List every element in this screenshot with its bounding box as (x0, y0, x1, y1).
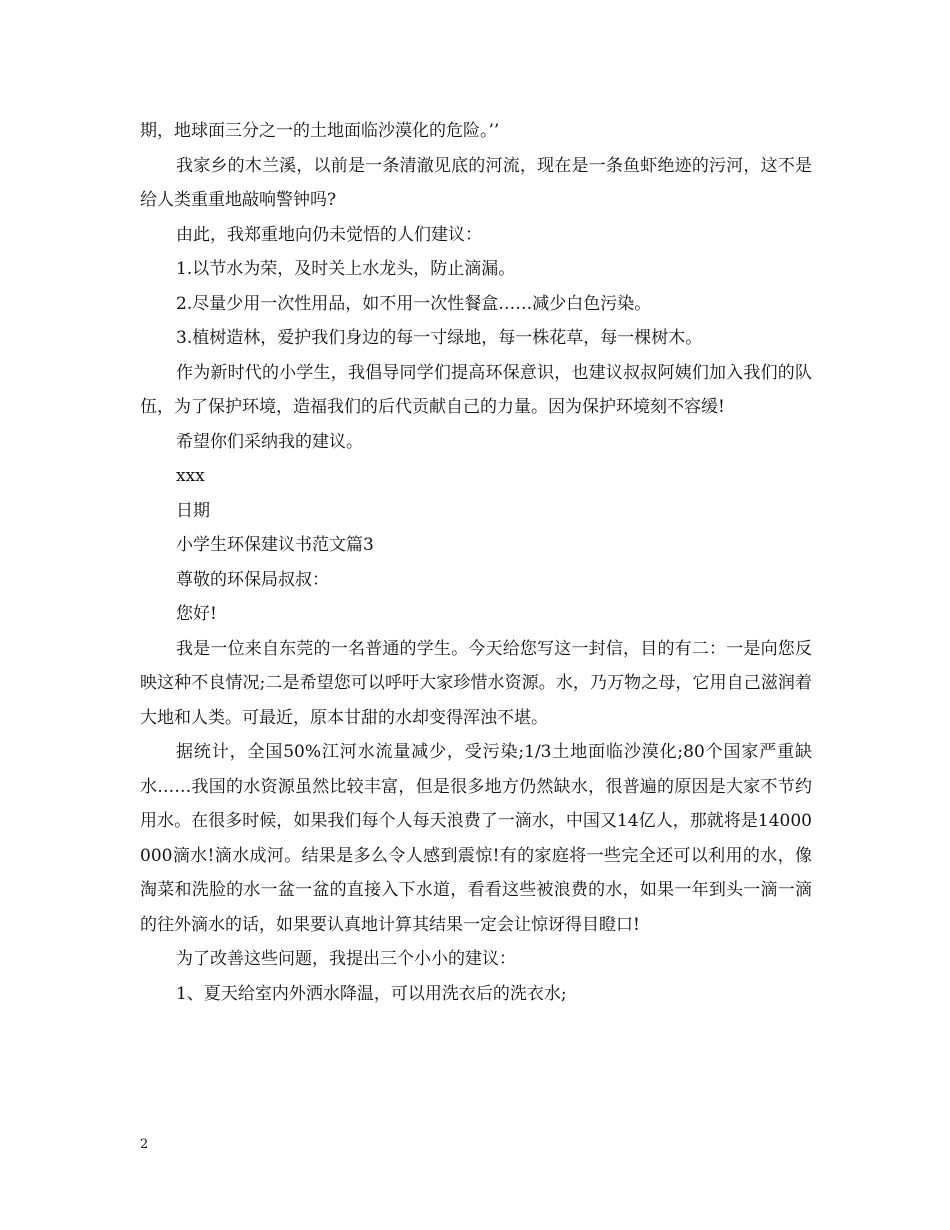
paragraph: 我家乡的木兰溪，以前是一条清澈见底的河流，现在是一条鱼虾绝迹的污河，这不是给人类重重地敲响警钟吗? (140, 155, 812, 210)
paragraph: 期，地球面三分之一的土地面临沙漠化的危险。’’ (140, 121, 500, 141)
paragraph: 为了改善这些问题，我提出三个小小的建议： (176, 949, 516, 969)
paragraph: 尊敬的环保局叔叔： (176, 569, 329, 590)
paragraph: 您好! (176, 604, 217, 624)
paragraph: 据统计，全国50%江河水流量减少，受污染;1/3土地面临沙漠化;80个国家严重缺水……我国的水资源虽然比较丰富，但是很多地方仍然缺水，很普遍的原因是大家不节约用水。在很多时候，如果我们每个人每天浪费了一滴水，中国又14亿人，那就将是14000000滴水!滴水成河。结果是多么令人感到震惊!有的家庭将一些完全还可以利用的水，像淘菜和洗脸的水一盆一盆的直接入下水道，看看这些被浪费的水，如果一年到头一滴一滴的往外滴水的话，如果要认真地计算其结果一定会让惊讶得目瞪口! (140, 742, 812, 935)
paragraph: 我是一位来自东莞的一名普通的学生。今天给您写这一封信，目的有二：一是向您反映这种不良情况;二是希望您可以呼吁大家珍惜水资源。水，乃万物之母，它用自己滋润着大地和人类。可最近，原本甘甜的水却变得浑浊不堪。 (140, 638, 812, 728)
paragraph: 小学生环保建议书范文篇3 (176, 535, 374, 555)
paragraph: 由此，我郑重地向仍未觉悟的人们建议： (176, 224, 482, 245)
paragraph: 日期 (176, 500, 210, 521)
paragraph: 3.植树造林，爱护我们身边的每一寸绿地，每一株花草，每一棵树木。 (176, 328, 703, 348)
document-body (140, 114, 812, 1011)
paragraph: 2.尽量少用一次性用品，如不用一次性餐盒……减少白色污染。 (176, 293, 652, 314)
paragraph: xxx (176, 466, 205, 486)
paragraph: 作为新时代的小学生，我倡导同学们提高环保意识，也建议叔叔阿姨们加入我们的队伍，为了保护环境，造福我们的后代贡献自己的力量。因为保护环境刻不容缓! (140, 362, 812, 417)
page-number: 2 (140, 1137, 149, 1152)
paragraph: 1、夏天给室内外洒水降温，可以用洗衣后的洗衣水; (176, 983, 567, 1004)
paragraph: 希望你们采纳我的建议。 (176, 431, 363, 452)
paragraph: 1.以节水为荣，及时关上水龙头，防止滴漏。 (176, 259, 516, 279)
